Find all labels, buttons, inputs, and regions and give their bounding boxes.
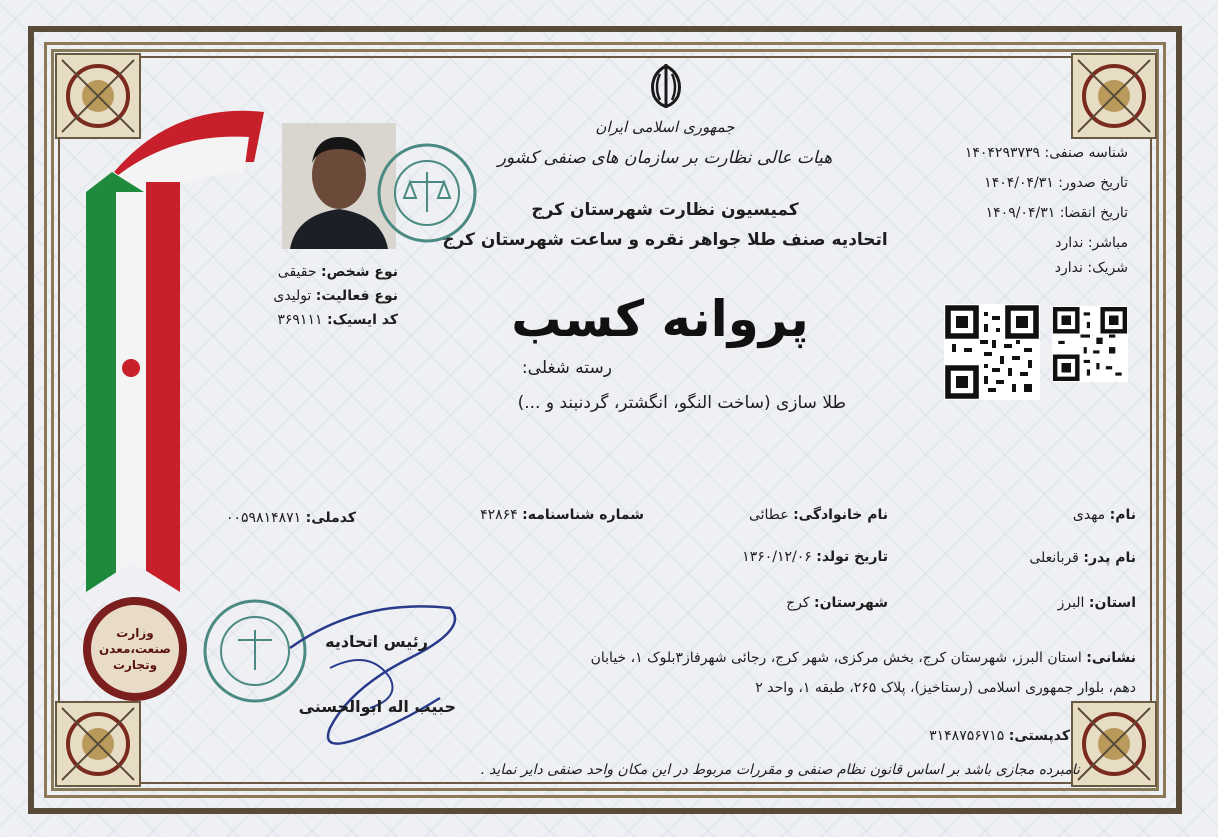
footer-note: نامبرده مجازی باشد بر اساس قانون نظام صنفی و مقررات مربوط در این مکان واحد صنفی دایر نماید .: [480, 762, 1080, 778]
birth-date: تاریخ تولد: ۱۳۶۰/۱۲/۰۶: [742, 549, 888, 565]
corner-ornament-icon: [52, 698, 144, 790]
seal-text-bottom: وتجارت: [112, 658, 158, 672]
issue-date: تاریخ صدور: ۱۴۰۴/۰۴/۳۱: [984, 175, 1128, 191]
city: شهرستان: کرج: [786, 595, 888, 611]
birth-certificate-number: شماره شناسنامه: ۴۲۸۶۴: [480, 507, 644, 523]
board-name: هیات عالی نظارت بر سازمان های صنفی کشور: [497, 148, 833, 168]
page-title: پروانه کسب: [511, 290, 809, 348]
person-type: نوع شخص: حقیقی: [277, 264, 398, 280]
qr-code-large[interactable]: [944, 304, 1040, 400]
manager: مباشر: ندارد: [1055, 235, 1128, 251]
category-label: رسته شغلی:: [521, 358, 612, 378]
first-name: نام: مهدی: [1072, 507, 1136, 523]
family-name: نام خانوادگی: عطائی: [748, 507, 888, 523]
union-name: اتحادیه صنف طلا جواهر نقره و ساعت شهرستان کرج: [442, 230, 888, 250]
signature-role: رئیس اتحادیه: [325, 632, 428, 651]
guild-id: شناسه صنفی: ۱۴۰۴۲۹۳۷۳۹: [964, 145, 1128, 161]
partner: شریک: ندارد: [1054, 260, 1128, 276]
corner-ornament-icon: [1068, 698, 1160, 790]
signature-name: حبیب اله ابوالحسنی: [298, 697, 456, 716]
category-value: طلا سازی (ساخت النگو، انگشتر، گردنبند و ...): [517, 393, 846, 413]
qr-code-small[interactable]: [1052, 306, 1128, 382]
corner-ornament-icon: [1068, 50, 1160, 142]
national-code: کدملی: ۰۰۵۹۸۱۴۸۷۱: [225, 510, 356, 526]
address: نشانی: استان البرز، شهرستان کرج، بخش مرکزی، شهر کرج، رجائی شهرفاز۳بلوک ۱، خیابان: [590, 650, 1136, 666]
expiry-date: تاریخ انقضا: ۱۴۰۹/۰۴/۳۱: [985, 205, 1128, 221]
seal-text-middle: صنعت،معدن: [99, 642, 171, 656]
commission-name: کمیسیون نظارت شهرستان کرج: [531, 200, 799, 220]
signature-icon: [270, 588, 470, 758]
father-name: نام پدر: قربانعلی: [1029, 550, 1136, 566]
postal-code: کدپستی: ۳۱۴۸۷۵۶۷۱۵: [929, 728, 1070, 744]
union-stamp-icon: [374, 140, 480, 246]
seal-text-top: وزارت: [116, 626, 154, 640]
activity-type: نوع فعالیت: تولیدی: [273, 288, 398, 304]
country-name: جمهوری اسلامی ایران: [595, 118, 735, 136]
address-continued: دهم، بلوار جمهوری اسلامی (رستاخیز)، پلاک ۲۶۵، طبقه ۱، واحد ۲: [755, 680, 1136, 696]
emblem-icon: [640, 60, 692, 112]
province: استان: البرز: [1057, 595, 1136, 611]
isic-code: کد ایسیک: ۳۶۹۱۱۱: [277, 312, 398, 328]
